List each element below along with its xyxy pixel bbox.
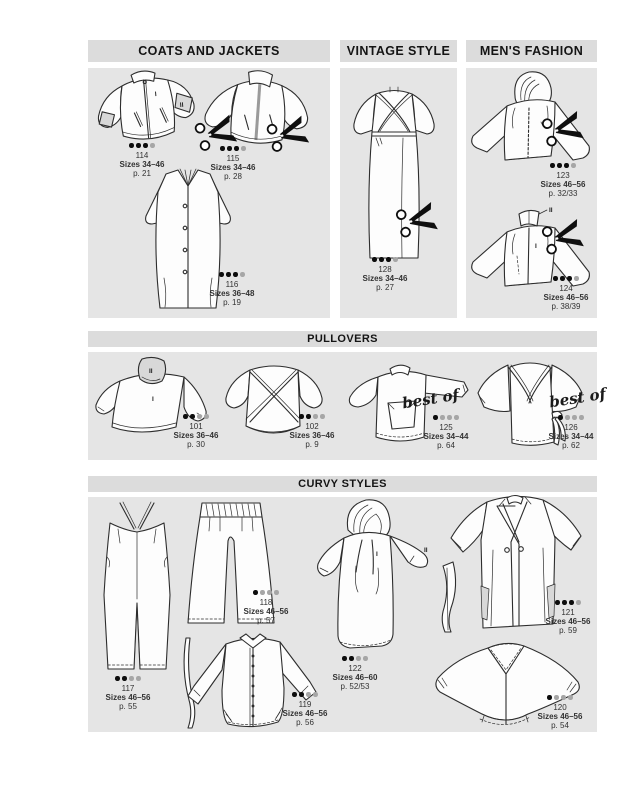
pattern-page: p. 27: [376, 282, 394, 292]
difficulty-dots: [100, 143, 184, 148]
variant-mark: II: [549, 207, 553, 214]
pattern-page: p. 54: [551, 720, 569, 730]
pattern-page: p. 19: [223, 297, 241, 307]
difficulty-dots: [524, 276, 608, 281]
pattern-sizes: Sizes 34–46: [119, 159, 165, 169]
pattern-caption-116: [190, 272, 274, 307]
pattern-caption-121: [526, 600, 610, 635]
pattern-number: 120: [553, 702, 567, 712]
variant-mark: II: [149, 368, 153, 375]
pattern-number: 123: [556, 170, 570, 180]
pattern-page: p. 9: [305, 439, 319, 449]
pattern-number: 114: [135, 150, 149, 160]
pattern-sizes: Sizes 34–46: [210, 162, 256, 172]
pattern-page: p. 57: [257, 615, 275, 625]
pattern-number: 121: [561, 607, 575, 617]
pattern-sizes: Sizes 46–56: [540, 179, 586, 189]
pattern-page: p. 64: [437, 440, 455, 450]
pattern-page: p. 59: [559, 625, 577, 635]
variant-mark: I: [376, 551, 378, 558]
pattern-number: 116: [225, 279, 239, 289]
pattern-sizes: Sizes 46–56: [105, 692, 151, 702]
pattern-page: p. 30: [187, 439, 205, 449]
best-of-badge: best of: [400, 385, 461, 413]
pattern-caption-126: [529, 415, 613, 450]
pattern-caption-101: [154, 414, 238, 449]
difficulty-dots: [86, 676, 170, 681]
pattern-page: p. 32/33: [548, 188, 578, 198]
pattern-sizes: Sizes 34–44: [548, 431, 594, 441]
section-header-vintage-style: VINTAGE STYLE: [340, 40, 457, 62]
pattern-sizes: Sizes 36–46: [173, 430, 219, 440]
pattern-sizes: Sizes 46–56: [243, 606, 289, 616]
pattern-sizes: Sizes 36–48: [209, 288, 255, 298]
pattern-sizes: Sizes 46–60: [332, 672, 378, 682]
difficulty-dots: [529, 415, 613, 420]
variant-mark: II: [179, 101, 184, 110]
difficulty-dots: [270, 414, 354, 419]
pattern-sizes: Sizes 46–56: [282, 708, 328, 718]
section-header-mens-fashion: MEN'S FASHION: [466, 40, 597, 62]
difficulty-dots: [263, 692, 347, 697]
section-header-coats-and-jackets: COATS AND JACKETS: [88, 40, 330, 62]
pattern-number: 122: [348, 663, 362, 673]
pattern-page: p. 52/53: [340, 681, 370, 691]
pattern-caption-128: [343, 257, 427, 292]
pattern-number: 128: [378, 264, 392, 274]
variant-mark: I: [154, 91, 157, 99]
pattern-page: p. 62: [562, 440, 580, 450]
section-header-pullovers: PULLOVERS: [88, 331, 597, 347]
pattern-sizes: Sizes 46–56: [537, 711, 583, 721]
pattern-caption-117: [86, 676, 170, 711]
pattern-number: 101: [189, 421, 203, 431]
pattern-page: p. 38/39: [551, 301, 581, 311]
pattern-page: p. 56: [296, 717, 314, 727]
garment-122-hoodie-tunic: [300, 496, 435, 658]
variant-mark: I: [535, 243, 537, 250]
pattern-caption-114: [100, 143, 184, 178]
difficulty-dots: [518, 695, 602, 700]
difficulty-dots: [404, 415, 488, 420]
pattern-caption-120: [518, 695, 602, 730]
pattern-caption-118: [224, 590, 308, 625]
section-header-curvy-styles: CURVY STYLES: [88, 476, 597, 492]
pattern-caption-102: [270, 414, 354, 449]
best-of-badge: best of: [547, 384, 608, 412]
garment-117-strappy-jumpsuit: [94, 499, 180, 677]
pattern-sizes: Sizes 34–44: [423, 431, 469, 441]
pattern-caption-119: [263, 692, 347, 727]
pattern-number: 102: [305, 421, 319, 431]
pattern-number: 115: [226, 153, 240, 163]
pattern-number: 125: [439, 422, 453, 432]
garment-114-bomber-jacket: [87, 61, 206, 154]
pattern-sizes: Sizes 46–56: [545, 616, 591, 626]
pattern-number: 126: [564, 422, 578, 432]
pattern-caption-123: [521, 163, 605, 198]
difficulty-dots: [343, 257, 427, 262]
pattern-sizes: Sizes 36–46: [289, 430, 335, 440]
difficulty-dots: [191, 146, 275, 151]
difficulty-dots: [190, 272, 274, 277]
pattern-page: p. 21: [133, 168, 151, 178]
pattern-caption-124: [524, 276, 608, 311]
difficulty-dots: [224, 590, 308, 595]
difficulty-dots: [521, 163, 605, 168]
difficulty-dots: [526, 600, 610, 605]
pattern-sizes: Sizes 34–46: [362, 273, 408, 283]
pattern-number: 124: [559, 283, 573, 293]
pattern-page: p. 28: [224, 171, 242, 181]
pattern-caption-122: [313, 656, 397, 691]
variant-mark: II: [424, 547, 428, 554]
pattern-sizes: Sizes 46–56: [543, 292, 589, 302]
pattern-number: 117: [121, 683, 135, 693]
pattern-number: 119: [298, 699, 312, 709]
variant-mark: I: [152, 396, 154, 403]
pattern-caption-125: [404, 415, 488, 450]
difficulty-dots: [313, 656, 397, 661]
pattern-page: p. 55: [119, 701, 137, 711]
pattern-number: 118: [259, 597, 273, 607]
difficulty-dots: [154, 414, 238, 419]
pattern-caption-115: [191, 146, 275, 181]
